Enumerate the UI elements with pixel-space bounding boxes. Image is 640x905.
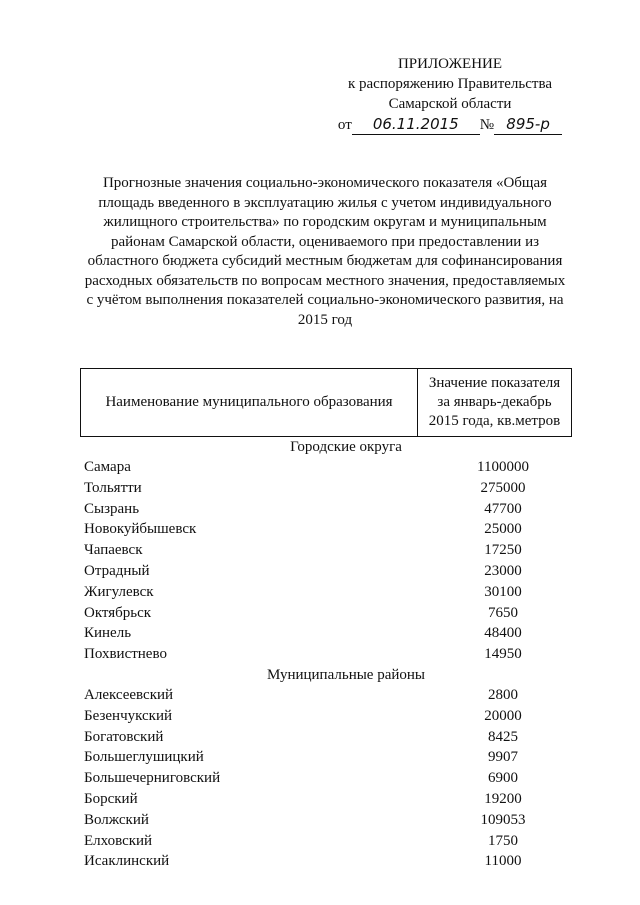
municipality-name: Безенчукский xyxy=(84,707,173,724)
number-prefix: № xyxy=(479,117,495,133)
appendix-title: ПРИЛОЖЕНИЕ xyxy=(397,56,503,72)
table-row xyxy=(80,851,572,872)
table-row xyxy=(80,706,572,727)
indicator-value: 17250 xyxy=(484,542,522,559)
table-row xyxy=(80,623,572,644)
table-row xyxy=(80,727,572,748)
order-number: 895-р xyxy=(494,114,562,135)
municipality-name: Отрадный xyxy=(84,562,150,579)
municipality-name: Волжский xyxy=(84,811,149,828)
municipality-name: Жигулевск xyxy=(84,583,154,600)
appendix-line-2: Самарской области xyxy=(388,96,512,112)
indicator-value: 20000 xyxy=(484,707,522,724)
municipality-name: Большечерниговский xyxy=(84,770,221,787)
municipality-name: Кинель xyxy=(84,625,132,642)
table-header xyxy=(80,368,572,437)
date-prefix: от xyxy=(337,117,352,133)
indicator-value: 14950 xyxy=(484,646,522,663)
table-row xyxy=(80,457,572,478)
table-row xyxy=(80,644,572,665)
table-row xyxy=(80,603,572,624)
indicator-value: 11000 xyxy=(484,853,522,870)
section-urban-rows xyxy=(80,457,572,665)
municipality-name: Чапаевск xyxy=(84,542,143,559)
table-row xyxy=(80,478,572,499)
col-header-value: Значение показателя за январь-декабрь 2015 года, кв.метров xyxy=(428,375,561,429)
indicator-table xyxy=(80,368,572,872)
municipality-name: Самара xyxy=(84,459,131,475)
municipality-name: Новокуйбышевск xyxy=(84,521,197,538)
table-row xyxy=(80,540,572,561)
table-row xyxy=(80,582,572,603)
indicator-value: 48400 xyxy=(484,625,522,642)
table-row xyxy=(80,685,572,706)
table-row xyxy=(80,810,572,831)
municipality-name: Алексеевский xyxy=(84,686,174,703)
indicator-value: 19200 xyxy=(484,790,522,807)
indicator-value: 47700 xyxy=(484,500,522,517)
table-row xyxy=(80,789,572,810)
indicator-value: 8425 xyxy=(488,728,518,745)
indicator-value: 1750 xyxy=(488,832,518,849)
appendix-line-1: к распоряжению Правительства xyxy=(347,76,552,92)
order-date: 06.11.2015 xyxy=(352,114,480,135)
order-date-number xyxy=(330,114,570,135)
municipality-name: Богатовский xyxy=(84,728,164,745)
table-row xyxy=(80,747,572,768)
table-row xyxy=(80,831,572,852)
section-district-rows xyxy=(80,685,572,872)
document-title: Прогнозные значения социально-экономического показателя «Общая площадь введенного в эксплуатацию жилья с учетом индивидуального жилищного строительства» по городским округам и муниципальным районам Самарской области, оцениваемого при предоставлении из областного бюджета субсидий местным бюджетам для софинансирования расходных обязательств по вопросам местного значения, предоставляемых с учётом выполнения показателей социально-экономического развития, на 2015 год xyxy=(84,175,566,328)
indicator-value: 23000 xyxy=(484,562,522,579)
municipality-name: Борский xyxy=(84,790,138,807)
indicator-value: 30100 xyxy=(484,583,522,600)
table-row xyxy=(80,519,572,540)
indicator-value: 275000 xyxy=(480,479,526,496)
table-row xyxy=(80,768,572,789)
municipality-name: Сызрань xyxy=(84,500,140,517)
indicator-value: 109053 xyxy=(480,811,526,828)
appendix-header xyxy=(330,54,570,135)
section-title-urban: Городские округа xyxy=(290,439,402,455)
indicator-value: 1100000 xyxy=(477,459,529,475)
indicator-value: 25000 xyxy=(484,521,522,538)
col-header-name: Наименование муниципального образования xyxy=(81,369,418,436)
table-row xyxy=(80,561,572,582)
indicator-value: 7650 xyxy=(488,604,518,621)
municipality-name: Большеглушицкий xyxy=(84,749,204,766)
municipality-name: Исаклинский xyxy=(84,853,170,870)
municipality-name: Тольятти xyxy=(84,479,142,496)
indicator-value: 9907 xyxy=(488,749,518,766)
municipality-name: Елховский xyxy=(84,832,153,849)
table-row xyxy=(80,499,572,520)
indicator-value: 2800 xyxy=(488,686,518,703)
indicator-value: 6900 xyxy=(488,770,518,787)
municipality-name: Октябрьск xyxy=(84,604,152,621)
municipality-name: Похвистнево xyxy=(84,646,167,663)
section-title-districts: Муниципальные районы xyxy=(266,666,426,683)
